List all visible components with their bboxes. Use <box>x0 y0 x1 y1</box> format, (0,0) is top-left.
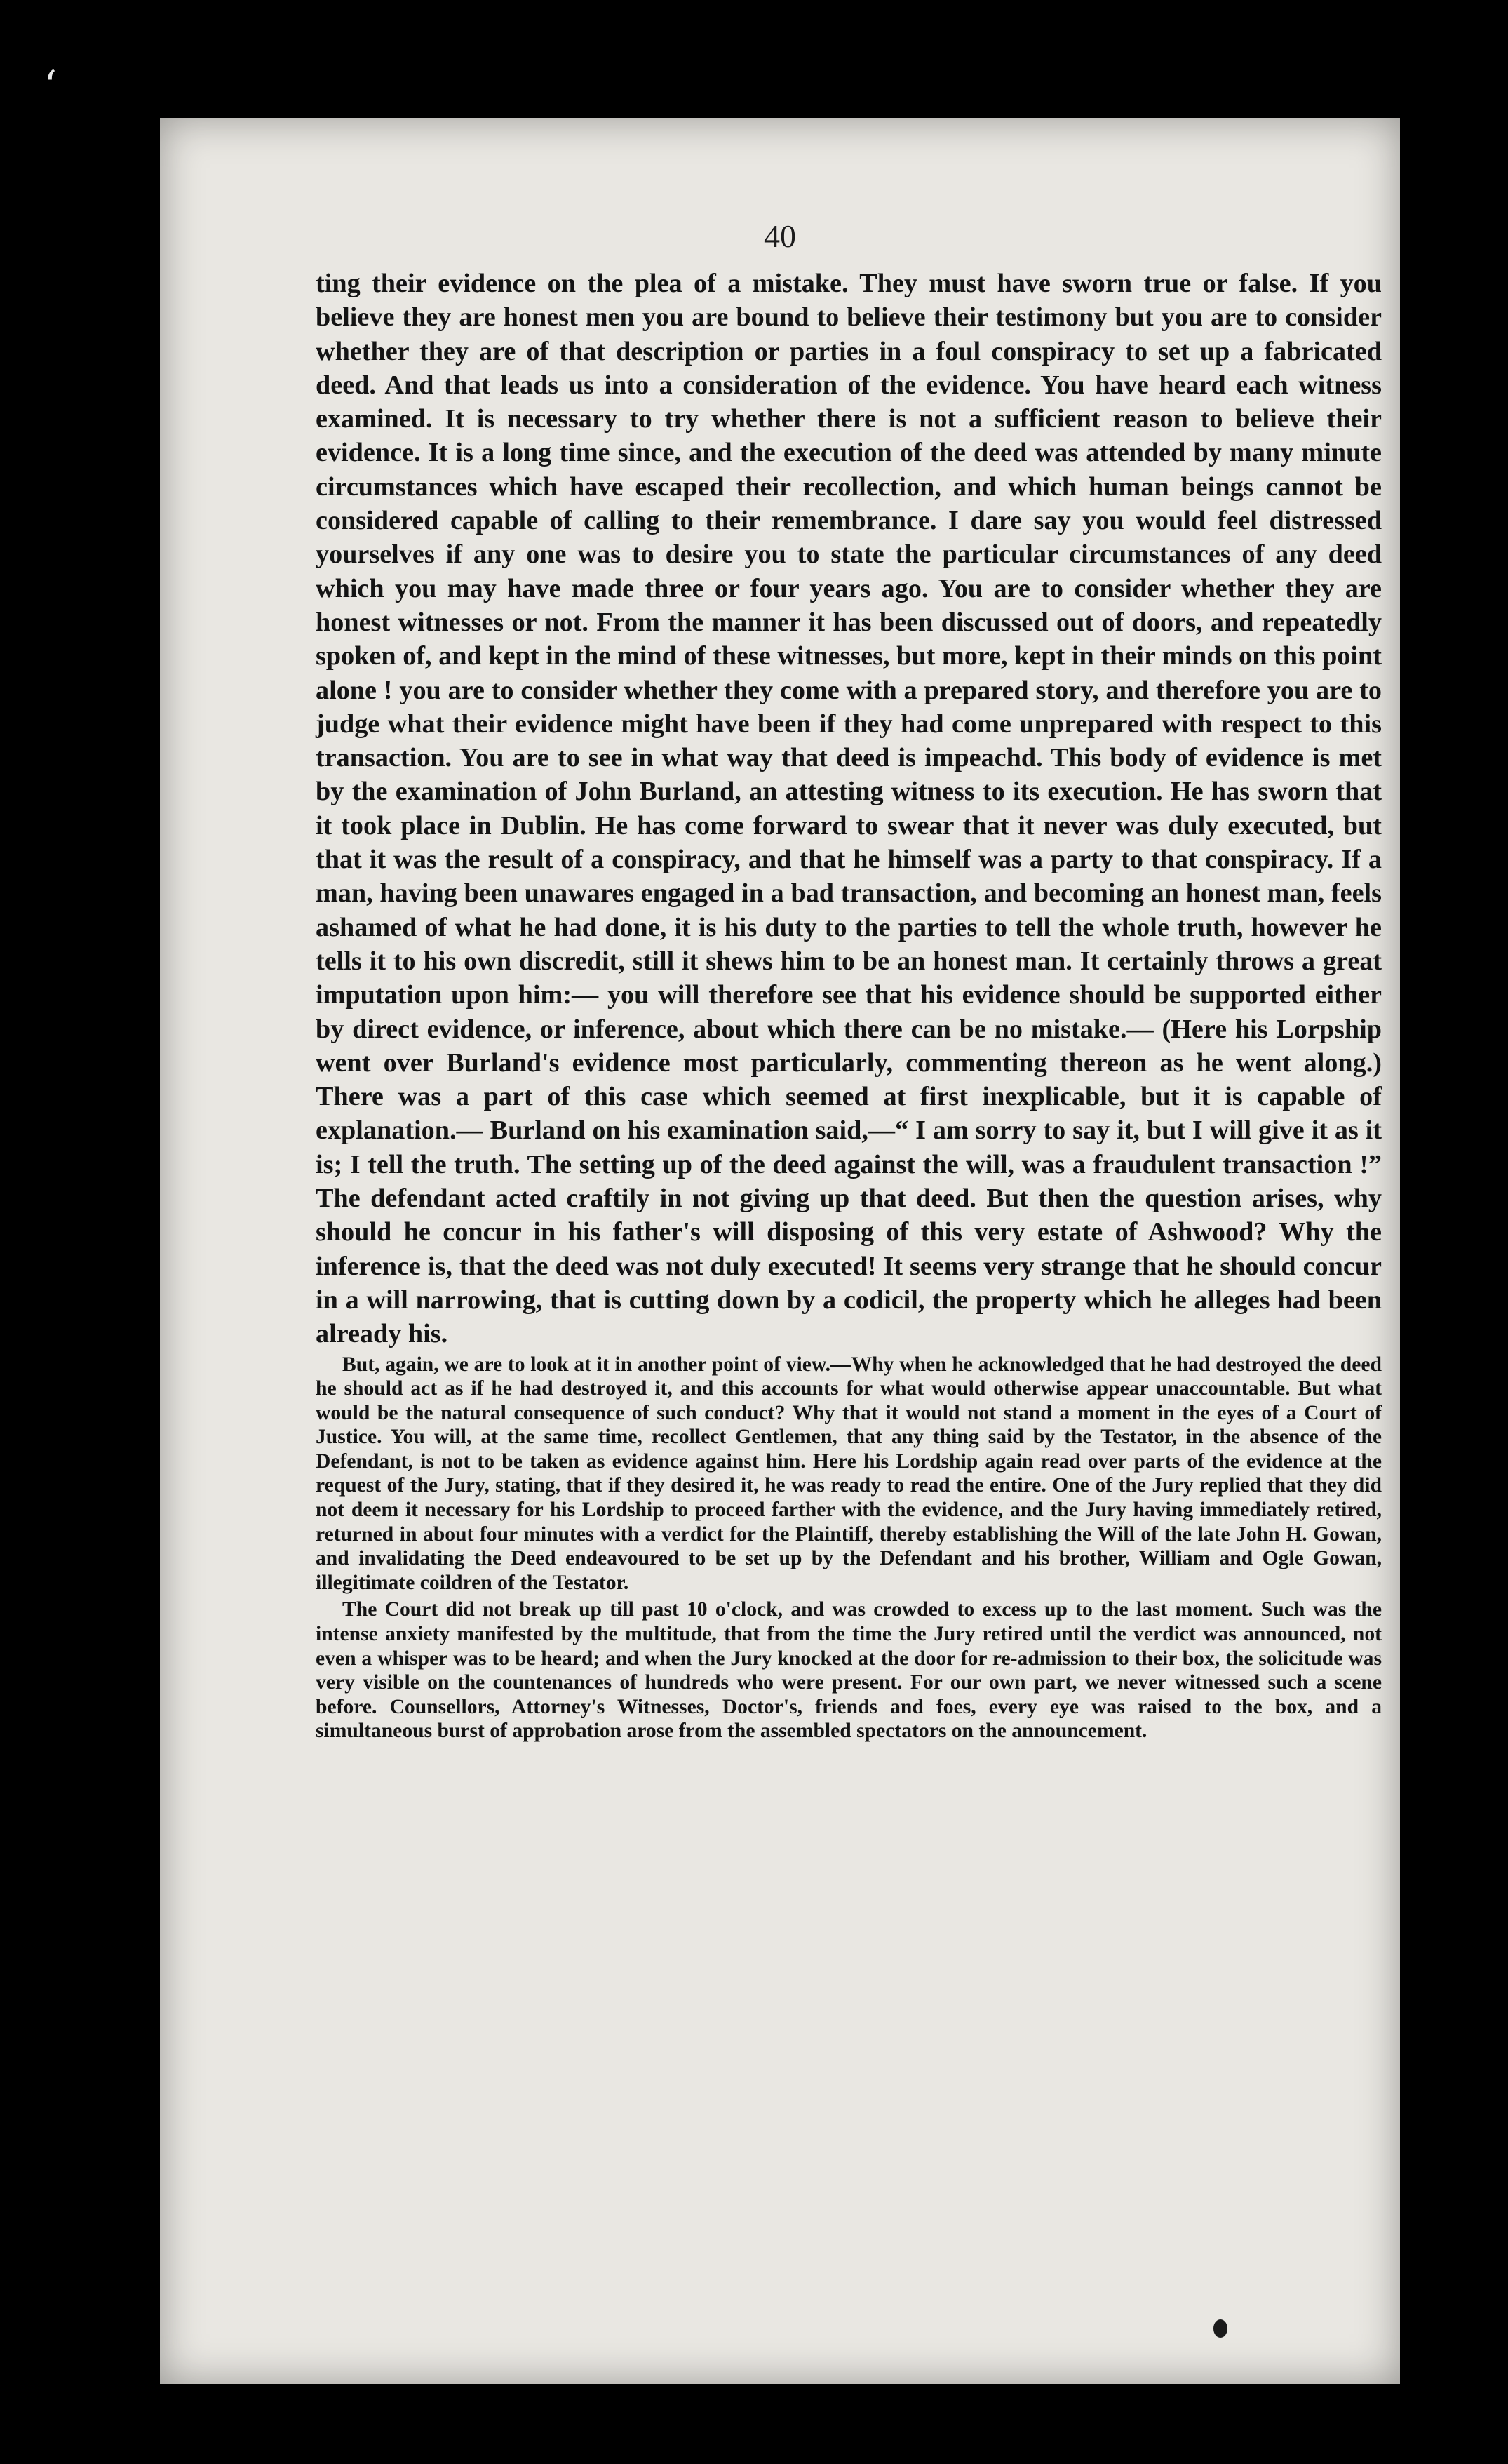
ink-blot <box>1213 2319 1227 2338</box>
court-closing-paragraph: The Court did not break up till past 10 o'clock, and was crowded to excess up to the last moment. Such was the intense anxiety manifested by the multitude, that from the time the Jury retired until the verdict was announced, not even a whisper was to be heard; and when the Jury knocked at the door for re-admission to their box, the solicitude was very visible on the countenances of hundreds who were present. For our own part, we never witnessed such a scene before. Counsellors, Attorney's Witnesses, Doctor's, friends and foes, every eye was raised to the box, and a simultaneous burst of approbation arose from the assembled spectators on the announcement. <box>316 1598 1382 1743</box>
page-number: 40 <box>764 218 796 254</box>
document-page <box>160 118 1400 2384</box>
margin-mark: ‘ <box>43 62 58 111</box>
main-paragraph: ting their evidence on the plea of a mistake. They must have sworn true or false. If you believe they are honest men you are bound to believe their testimony but you are to consider whether they are of that description or parties in a foul conspiracy to set up a fabricated deed. And that leads us into a consideration of the evidence. You have heard each witness examined. It is necessary to try whether there is not a sufficient reason to believe their evidence. It is a long time since, and the execution of the deed was attended by many minute circumstances which have escaped their recollection, and which human beings cannot be considered capable of calling to their remembrance. I dare say you would feel distressed yourselves if any one was to desire you to state the particular circumstances of any deed which you may have made three or four years ago. You are to consider whether they are honest witnesses or not. From the manner it has been discussed out of doors, and repeatedly spoken of, and kept in the mind of these witnesses, but more, kept in their minds on this point alone ! you are to consider whether they come with a prepared story, and therefore you are to judge what their evidence might have been if they had come unprepared with respect to this transaction. You are to see in what way that deed is impeachd. This body of evidence is met by the examination of John Burland, an attesting witness to its execution. He has sworn that it took place in Dublin. He has come forward to swear that it never was duly executed, but that it was the result of a conspiracy, and that he himself was a party to that conspiracy. If a man, having been unawares engaged in a bad transaction, and becoming an honest man, feels ashamed of what he had done, it is his duty to the parties to tell the whole truth, however he tells it to his own discredit, still it shews him to be an honest man. It certainly throws a great imputation upon him:— you will therefore see that his evidence should be supported either by direct evidence, or inference, about which there can be no mistake.— (Here his Lorpship went over Burland's evidence most particularly, commenting thereon as he went along.) There was a part of this case which seemed at first inexplicable, but it is capable of explanation.— Burland on his examination said,—“ I am sorry to say it, but I will give it as it is; I tell the truth. The setting up of the deed against the will, was a fraudulent transaction !” The defendant acted craftily in not giving up that deed. But then the question arises, why should he concur in his father's will disposing of this very estate of Ashwood? Why the inference is, that the deed was not duly executed! It seems very strange that he should concur in a will narrowing, that is cutting down by a codicil, the property which he alleges had been already his. <box>316 269 1382 1349</box>
verdict-paragraph: But, again, we are to look at it in another point of view.—Why when he acknowledged that he had destroyed the deed he should act as if he had destroyed it, and this accounts for what would otherwise appear unaccountable. But what would be the natural consequence of such conduct? Why that it would not stand a moment in the eyes of a Court of Justice. You will, at the same time, recollect Gentlemen, that any thing said by the Testator, in the absence of the Defendant, is not to be taken as evidence against him. Here his Lordship again read over parts of the evidence at the request of the Jury, stating, that if they desired it, he was ready to read the entire. One of the Jury replied that they did not deem it necessary for his Lordship to proceed farther with the evidence, and the Jury having immediately retired, returned in about four minutes with a verdict for the Plaintiff, thereby establishing the Will of the late John H. Gowan, and invalidating the Deed endeavoured to be set up by the Defendant and his brother, William and Ogle Gowan, illegitimate coildren of the Testator. <box>316 1353 1382 1594</box>
page-text-body <box>316 267 1382 1743</box>
